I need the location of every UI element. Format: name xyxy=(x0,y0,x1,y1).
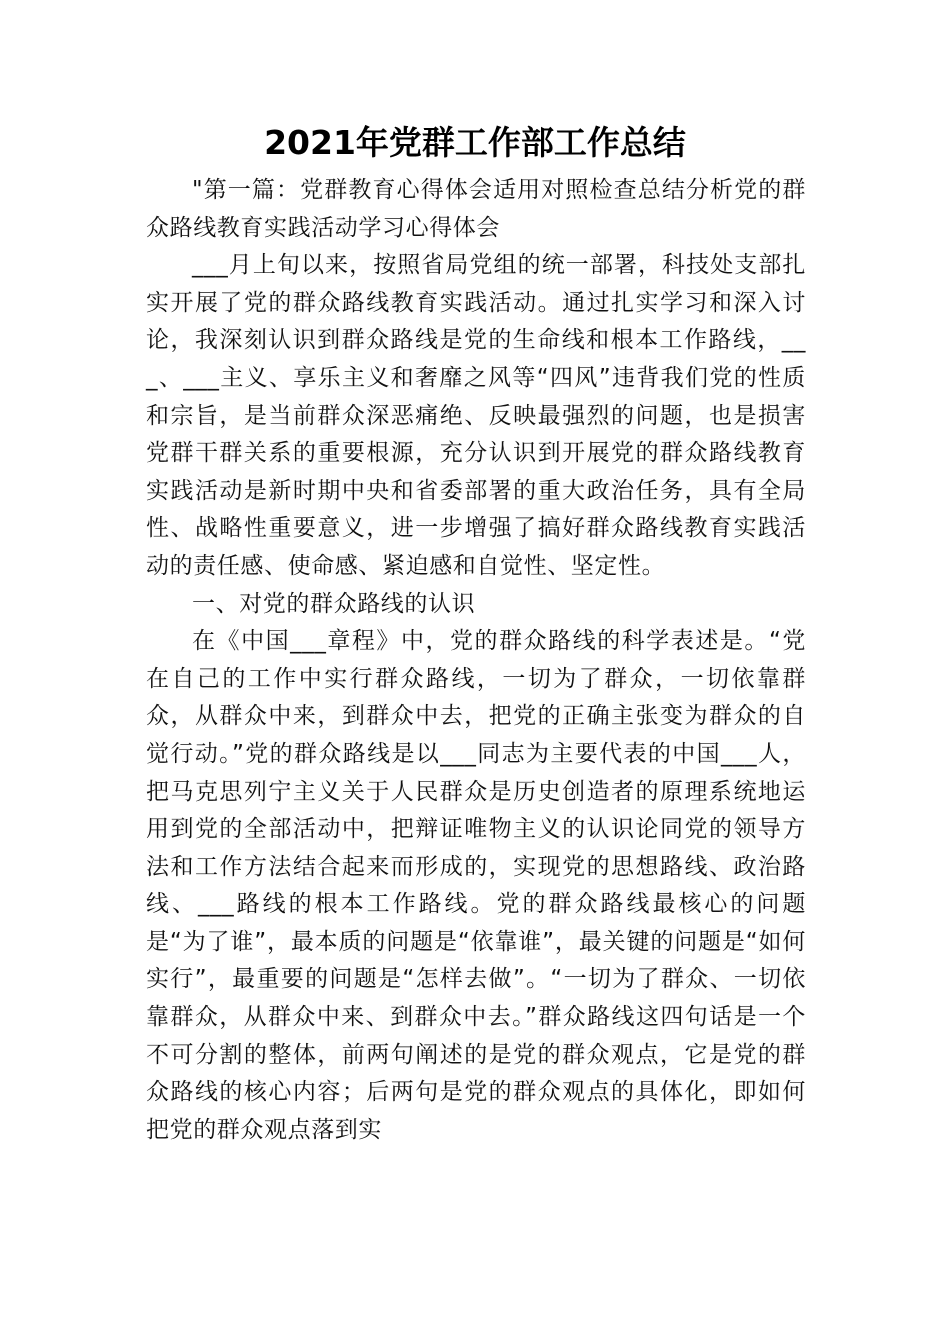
document-body xyxy=(146,172,806,1149)
paragraph-2: 在《中国___章程》中，党的群众路线的科学表述是。“党在自己的工作中实行群众路线，一切为了群众，一切依靠群众，从群众中来，到群众中去，把党的正确主张变为群众的自觉行动。”党的群众路线是以___同志为主要代表的中国___人，把马克思列宁主义关于人民群众是历史创造者的原理系统地运用到党的全部活动中，把辩证唯物主义的认识论同党的领导方法和工作方法结合起来而形成的，实现党的思想路线、政治路线、___路线的根本工作路线。党的群众路线最核心的问题是“为了谁”，最本质的问题是“依靠谁”，最关键的问题是“如何实行”，最重要的问题是“怎样去做”。“一切为了群众、一切依靠群众，从群众中来、到群众中去。”群众路线这四句话是一个不可分割的整体，前两句阐述的是党的群众观点，它是党的群众路线的核心内容；后两句是党的群众观点的具体化，即如何把党的群众观点落到实 xyxy=(146,628,806,1143)
paragraph-intro: "第一篇：党群教育心得体会适用对照检查总结分析党的群众路线教育实践活动学习心得体会 xyxy=(146,177,806,241)
paragraph-1: ___月上旬以来，按照省局党组的统一部署，科技处支部扎实开展了党的群众路线教育实践活动。通过扎实学习和深入讨论，我深刻认识到群众路线是党的生命线和根本工作路线，___、___主义、享乐主义和奢靡之风等“四风”违背我们党的性质和宗旨，是当前群众深恶痛绝、反映最强烈的问题，也是损害党群干群关系的重要根源，充分认识到开展党的群众路线教育实践活动是新时期中央和省委部署的重大政治任务，具有全局性、战略性重要意义，进一步增强了搞好群众路线教育实践活动的责任感、使命感、紧迫感和自觉性、坚定性。 xyxy=(146,252,806,579)
document-title: 2021年党群工作部工作总结 xyxy=(264,123,686,162)
section-heading: 一、对党的群众路线的认识 xyxy=(192,590,476,617)
